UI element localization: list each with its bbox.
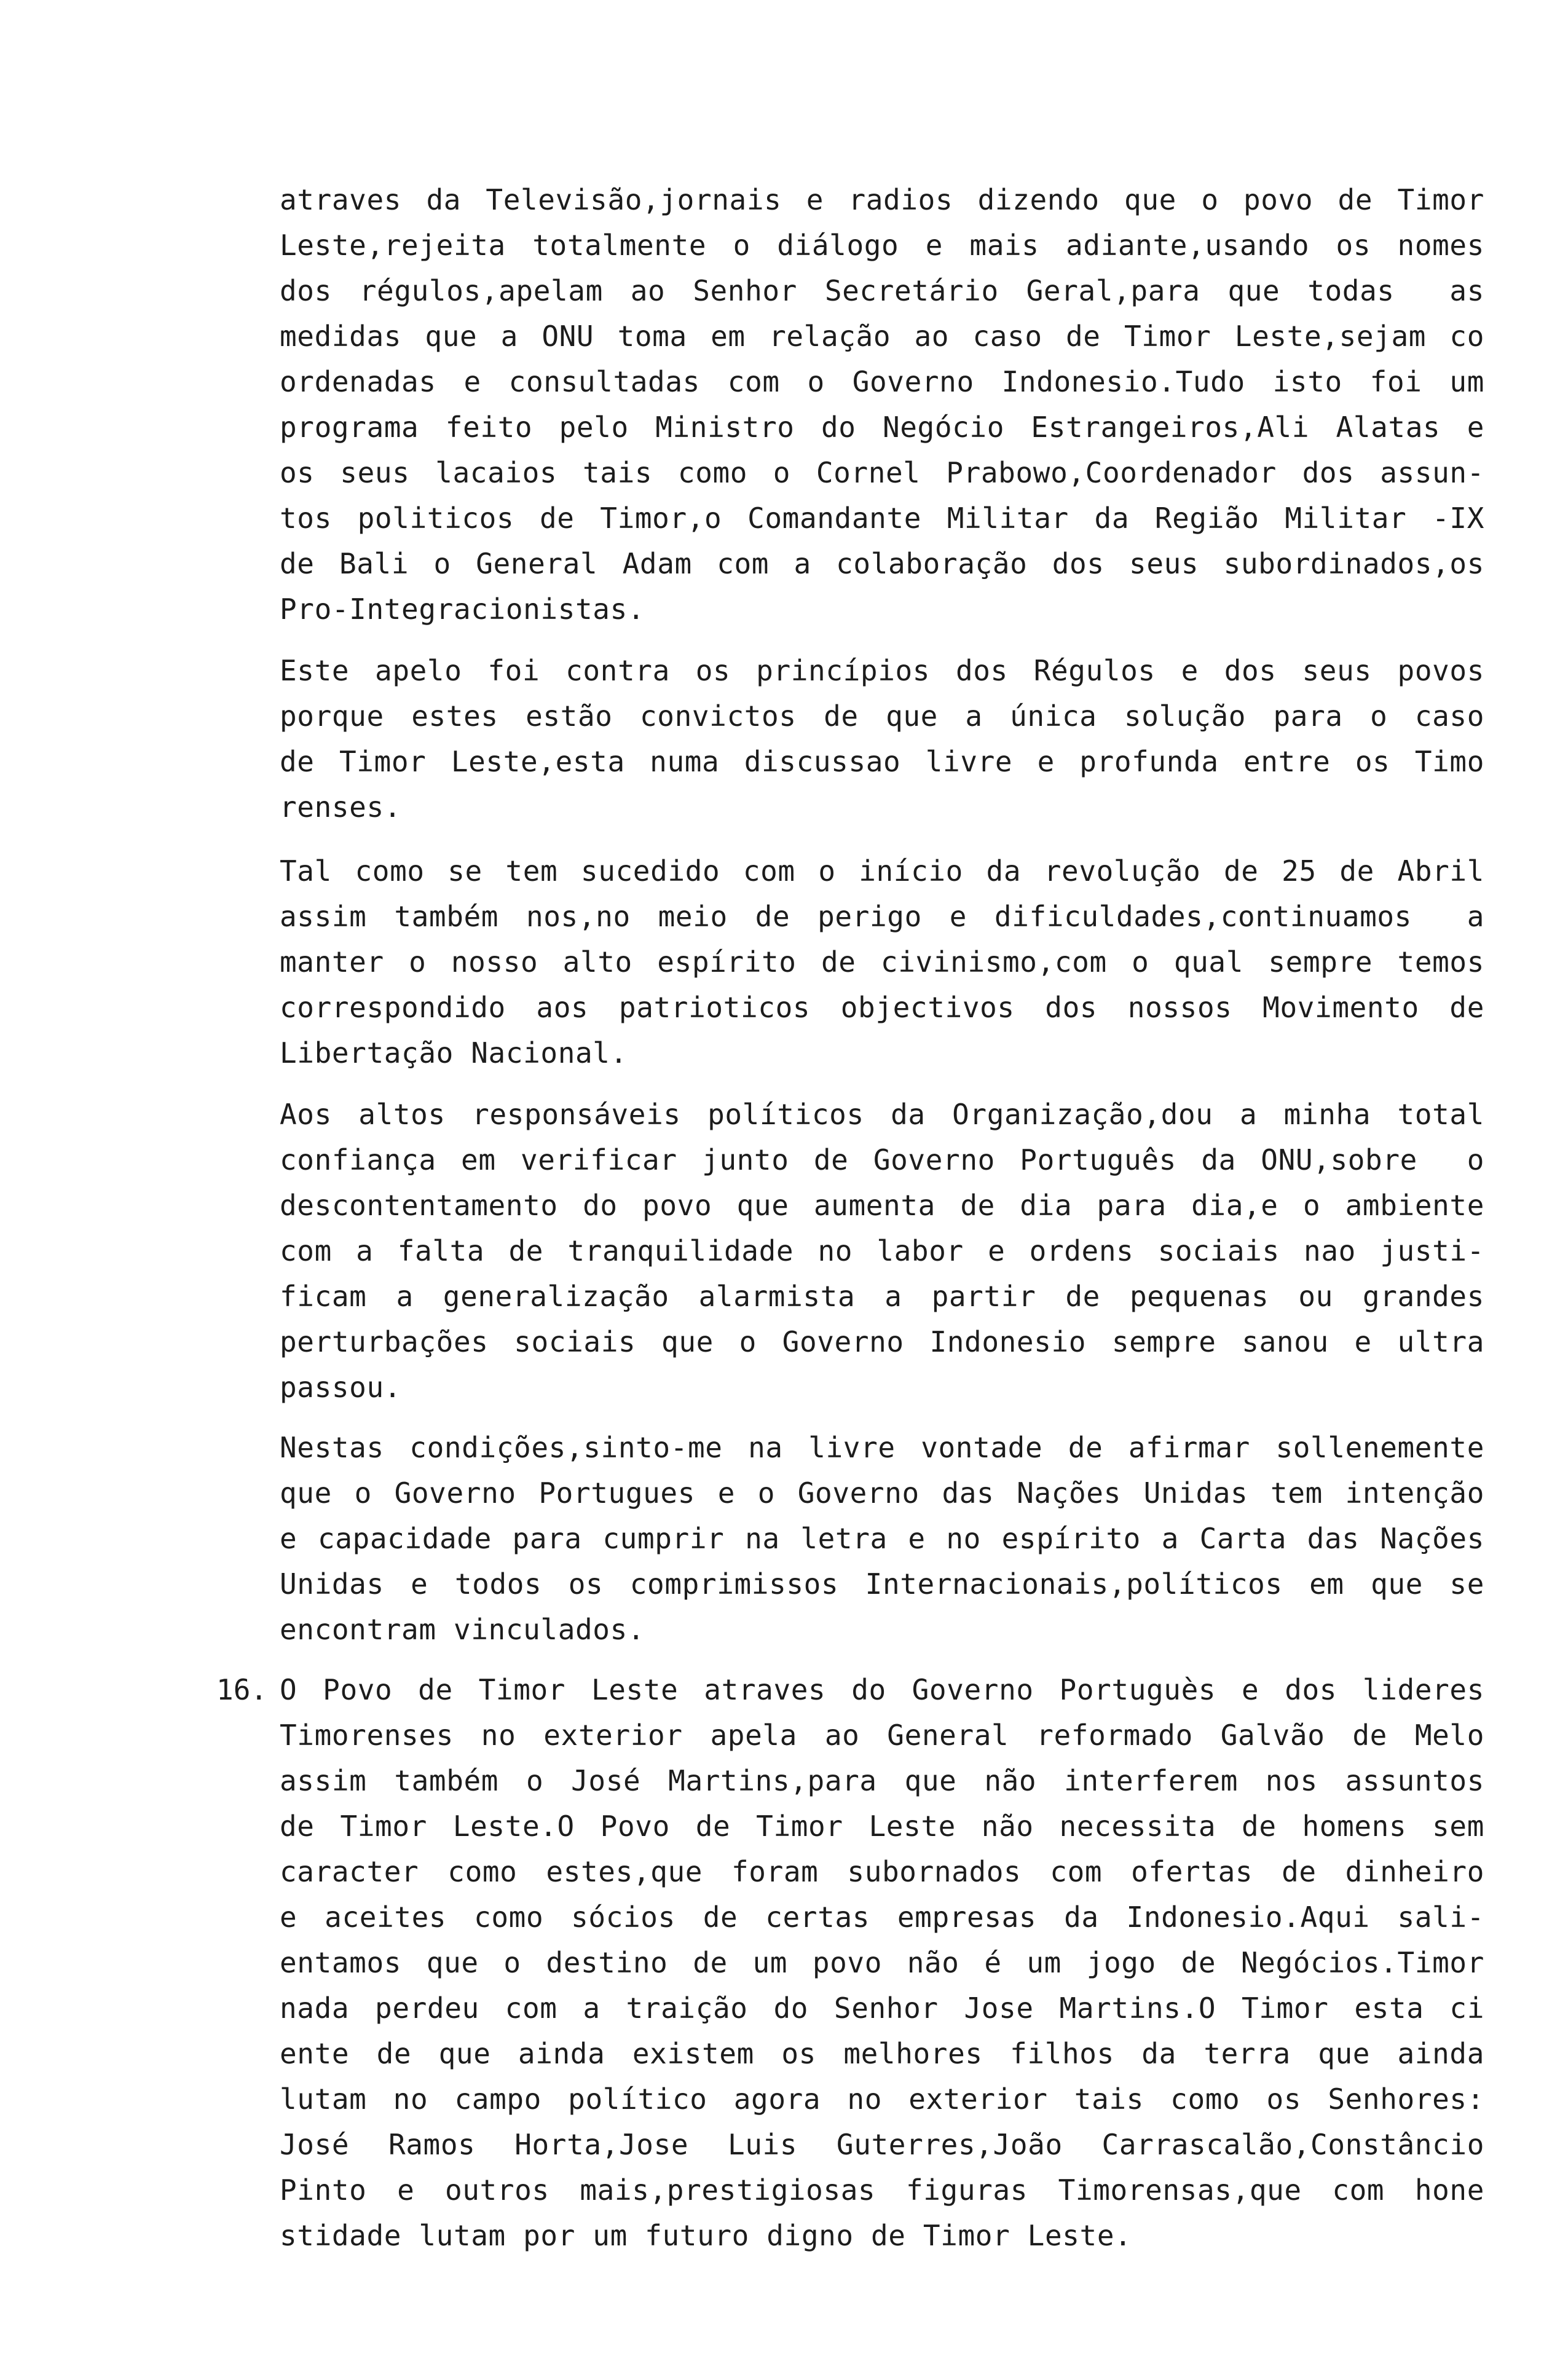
text-line: de Timor Leste,esta numa discussao livre e profunda entre os Timo	[280, 745, 1484, 778]
text-line: com a falta de tranquilidade no labor e ordens sociais nao justi-	[280, 1234, 1484, 1267]
text-line: Aos altos responsáveis políticos da Organização,dou a minha total	[280, 1098, 1484, 1131]
paragraph-television-appeal	[280, 177, 1484, 632]
paragraph-regulos-principles	[280, 648, 1484, 830]
text-line: descontentamento do povo que aumenta de dia para dia,e o ambiente	[280, 1189, 1484, 1222]
text-line: Pro-Integracionistas.	[280, 593, 645, 626]
text-line: manter o nosso alto espírito de civinismo,com o qual sempre temos	[280, 945, 1484, 979]
text-line: ente de que ainda existem os melhores filhos da terra que ainda	[280, 2037, 1484, 2070]
text-line: Leste,rejeita totalmente o diálogo e mais adiante,usando os nomes	[280, 229, 1484, 262]
text-line: Este apelo foi contra os princípios dos Régulos e dos seus povos	[280, 654, 1484, 687]
text-line: Pinto e outros mais,prestigiosas figuras Timorensas,que com hone	[280, 2173, 1484, 2207]
paragraph-political-leaders	[280, 1092, 1484, 1410]
text-line: Timorenses no exterior apela ao General reformado Galvão de Melo	[280, 1719, 1484, 1752]
text-line: O Povo de Timor Leste atraves do Governo Portuguès e dos lideres	[280, 1673, 1484, 1706]
text-line: e capacidade para cumprir na letra e no espírito a Carta das Nações	[280, 1522, 1484, 1555]
text-line: Libertação Nacional.	[280, 1036, 628, 1070]
text-line: nada perdeu com a traição do Senhor Jose Martins.O Timor esta ci	[280, 1992, 1484, 2025]
text-line: de Timor Leste.O Povo de Timor Leste não necessita de homens sem	[280, 1810, 1484, 1843]
text-line: encontram vinculados.	[280, 1613, 645, 1646]
text-line: assim também o José Martins,para que não interferem nos assuntos	[280, 1764, 1484, 1797]
text-line: entamos que o destino de um povo não é um jogo de Negócios.Timor	[280, 1946, 1484, 1979]
text-line: porque estes estão convictos de que a única solução para o caso	[280, 699, 1484, 733]
paragraph-un-charter	[280, 1425, 1484, 1652]
text-line: Unidas e todos os comprimissos Internacionais,políticos em que se	[280, 1567, 1484, 1601]
text-line: perturbações sociais que o Governo Indonesio sempre sanou e ultra	[280, 1325, 1484, 1358]
paragraph-revolution-25-april	[280, 848, 1484, 1076]
text-line: atraves da Televisão,jornais e radios dizendo que o povo de Timor	[280, 183, 1484, 216]
text-line: renses.	[280, 790, 402, 824]
text-line: que o Governo Portugues e o Governo das Nações Unidas tem intenção	[280, 1476, 1484, 1510]
text-line: Nestas condições,sinto-me na livre vontade de afirmar sollenemente	[280, 1431, 1484, 1464]
text-line: medidas que a ONU toma em relação ao caso de Timor Leste,sejam co	[280, 320, 1484, 353]
text-line: José Ramos Horta,Jose Luis Guterres,João Carrascalão,Constâncio	[280, 2128, 1484, 2161]
text-line: os seus lacaios tais como o Cornel Prabowo,Coordenador dos assun-	[280, 456, 1484, 489]
text-line: dos régulos,apelam ao Senhor Secretário Geral,para que todas as	[280, 274, 1484, 307]
text-line: de Bali o General Adam com a colaboração dos seus subordinados,os	[280, 547, 1484, 580]
text-line: ordenadas e consultadas com o Governo Indonesio.Tudo isto foi um	[280, 365, 1484, 398]
text-line: stidade lutam por um futuro digno de Timor Leste.	[280, 2219, 1132, 2252]
text-line: lutam no campo político agora no exterior tais como os Senhores:	[280, 2082, 1484, 2116]
text-line: ficam a generalização alarmista a partir de pequenas ou grandes	[280, 1280, 1484, 1313]
text-line: e aceites como sócios de certas empresas da Indonesio.Aqui sali-	[280, 1901, 1484, 1934]
text-line: passou.	[280, 1371, 402, 1404]
text-line: tos politicos de Timor,o Comandante Militar da Região Militar -IX	[280, 502, 1484, 535]
text-line: programa feito pelo Ministro do Negócio Estrangeiros,Ali Alatas e	[280, 411, 1484, 444]
text-line: correspondido aos patrioticos objectivos dos nossos Movimento de	[280, 991, 1484, 1024]
item-number: 16.	[216, 1673, 268, 1706]
text-line: caracter como estes,que foram subornados com ofertas de dinheiro	[280, 1855, 1484, 1888]
text-line: assim também nos,no meio de perigo e dificuldades,continuamos a	[280, 900, 1484, 933]
paragraph-item-16	[280, 1667, 1484, 2258]
text-line: Tal como se tem sucedido com o início da revolução de 25 de Abril	[280, 854, 1484, 888]
text-line: confiança em verificar junto de Governo Português da ONU,sobre o	[280, 1143, 1484, 1176]
